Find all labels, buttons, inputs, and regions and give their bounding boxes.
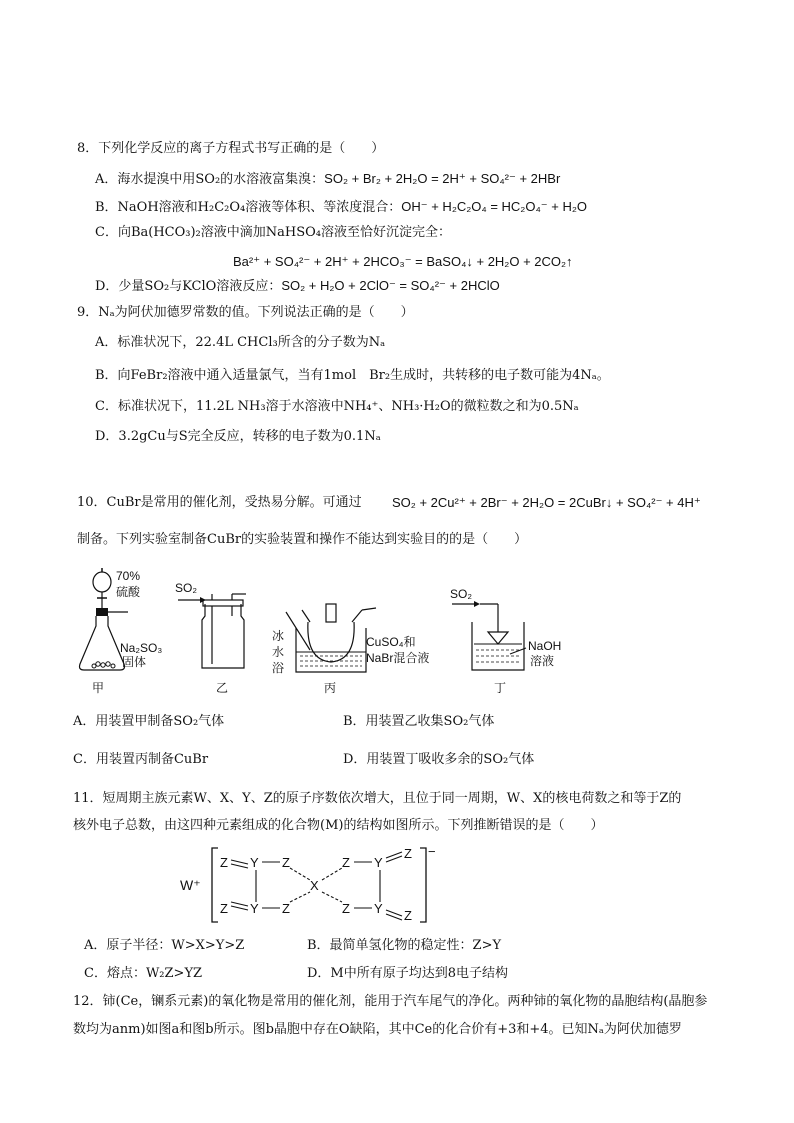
q10-apparatus-figure xyxy=(70,560,610,700)
q11-option-b: B．最简单氢化物的稳定性：Z>Y xyxy=(307,938,502,953)
q10-stem-line2: 制备。下列实验室制备CuBr的实验装置和操作不能达到实验目的的是（ ） xyxy=(77,532,528,547)
gas-bottle xyxy=(202,604,244,668)
bing-name: 丙 xyxy=(324,681,337,695)
q8-option-d-text: D．少量SO₂与KClO溶液反应： xyxy=(95,279,282,294)
yi-name: 乙 xyxy=(216,681,229,695)
separatory-funnel xyxy=(93,572,111,592)
q12-stem-line1: 12．铈(Ce，镧系元素)的氧化物是常用的催化剂，能用于汽车尾气的净化。两种铈的氧化物的晶胞结构(晶胞参 xyxy=(73,994,708,1009)
ice-bath xyxy=(296,628,366,672)
inverted-funnel xyxy=(488,632,508,644)
jia-label-solid2: 固体 xyxy=(122,655,147,669)
jia-name: 甲 xyxy=(92,681,105,695)
q8-option-d xyxy=(95,277,500,296)
atom-z-2: Z xyxy=(282,855,290,870)
q9-option-b: B．向FeBr₂溶液中通入适量氯气，当有1mol Br₂生成时，共转移的电子数可能为4Nₐ。 xyxy=(95,368,610,383)
yi-gas-label: SO₂ xyxy=(175,581,197,595)
apparatus-bing xyxy=(272,604,429,695)
q11-option-a: A．原子半径：W>X>Y>Z xyxy=(84,938,245,953)
q10-stem-line1: 10．CuBr是常用的催化剂，受热易分解。可通过 xyxy=(77,495,362,510)
q8-stem: 8．下列化学反应的离子方程式书写正确的是（ ） xyxy=(77,141,385,156)
conical-flask xyxy=(80,616,125,670)
bing-solution-label1: CuSO₄和 xyxy=(366,635,416,649)
q8-option-b-eq: OH⁻ + H₂C₂O₄ = HC₂O₄⁻ + H₂O xyxy=(401,199,587,214)
q8-option-d-eq: SO₂ + H₂O + 2ClO⁻ = SO₄²⁻ + 2HClO xyxy=(281,278,500,293)
q9-option-c: C．标准状况下，11.2L NH₃溶于水溶液中NH₄⁺、NH₃·H₂O的微粒数之和为0.5Nₐ xyxy=(95,399,579,414)
atom-z-5: Z xyxy=(342,855,350,870)
atom-z-6: Z xyxy=(404,846,412,861)
q11-stem-line2: 核外电子总数，由这四种元素组成的化合物(M)的结构如图所示。下列推断错误的是（ ） xyxy=(73,818,604,833)
q8-option-b xyxy=(95,198,587,217)
bing-bath-char1: 冰 xyxy=(272,629,285,643)
q8-option-a xyxy=(95,170,560,189)
left-bracket xyxy=(212,848,218,922)
bing-bath-char3: 浴 xyxy=(272,661,285,675)
atom-y-4: Y xyxy=(374,901,383,916)
q8-option-a-eq: SO₂ + Br₂ + 2H₂O = 2H⁺ + SO₄²⁻ + 2HBr xyxy=(324,171,561,186)
ding-name: 丁 xyxy=(494,681,507,695)
q10-option-b: B．用装置乙收集SO₂气体 xyxy=(343,714,495,729)
q9-option-a: A．标准状况下，22.4L CHCl₃所含的分子数为Nₐ xyxy=(95,335,386,350)
structure-charge: − xyxy=(428,844,436,859)
apparatus-jia xyxy=(80,568,163,695)
apparatus-ding xyxy=(450,587,561,695)
q10-option-d: D．用装置丁吸收多余的SO₂气体 xyxy=(343,752,535,767)
q10-option-c: C．用装置丙制备CuBr xyxy=(73,752,209,767)
jia-label-acid2: 硫酸 xyxy=(116,585,141,599)
jia-label-solid: Na₂SO₃ xyxy=(120,641,163,655)
q8-option-b-text: B．NaOH溶液和H₂C₂O₄溶液等体积、等浓度混合： xyxy=(95,200,402,215)
atom-y-3: Y xyxy=(374,855,383,870)
q10-option-a: A．用装置甲制备SO₂气体 xyxy=(73,714,225,729)
bing-solution-label2: NaBr混合液 xyxy=(366,651,430,665)
q11-structure xyxy=(170,840,450,930)
q11-option-c: C．熔点：W₂Z>YZ xyxy=(84,966,203,981)
q9-option-d: D．3.2gCu与S完全反应，转移的电子数为0.1Nₐ xyxy=(95,429,381,444)
atom-z-3: Z xyxy=(220,901,228,916)
atom-z-4: Z xyxy=(282,901,290,916)
atom-z-8: Z xyxy=(404,908,412,923)
atom-x: X xyxy=(310,878,319,893)
jia-label-acid: 70% xyxy=(116,569,141,583)
atom-y-1: Y xyxy=(250,855,259,870)
structure-cation: W⁺ xyxy=(180,877,201,893)
ding-solution-label2: 溶液 xyxy=(530,654,555,668)
ding-gas-label: SO₂ xyxy=(450,587,472,601)
ding-solution-label1: NaOH xyxy=(528,639,562,653)
q11-stem-line1: 11．短周期主族元素W、X、Y、Z的原子序数依次增大，且位于同一周期，W、X的核电荷数之和等于Z的 xyxy=(73,791,682,806)
q12-stem-line2: 数均为anm)如图a和图b所示。图b晶胞中存在O缺陷，其中Ce的化合价有+3和+4。已知Nₐ为阿伏加德罗 xyxy=(73,1022,682,1037)
q8-option-c-eq: Ba²⁺ + SO₄²⁻ + 2H⁺ + 2HCO₃⁻ = BaSO₄↓ + 2H₂O + 2CO₂↑ xyxy=(233,254,573,269)
atom-z-1: Z xyxy=(220,855,228,870)
atom-y-2: Y xyxy=(250,901,259,916)
q9-stem: 9．Nₐ为阿伏加德罗常数的值。下列说法正确的是（ ） xyxy=(77,305,414,320)
bing-bath-char2: 水 xyxy=(272,645,285,659)
q8-option-c: C．向Ba(HCO₃)₂溶液中滴加NaHSO₄溶液至恰好沉淀完全： xyxy=(95,225,451,240)
atom-z-7: Z xyxy=(342,901,350,916)
q11-option-d: D．M中所有原子均达到8电子结构 xyxy=(307,966,509,981)
q8-option-a-text: A．海水提溴中用SO₂的水溶液富集溴： xyxy=(95,172,325,187)
apparatus-yi xyxy=(175,581,246,695)
q10-equation: SO₂ + 2Cu²⁺ + 2Br⁻ + 2H₂O = 2CuBr↓ + SO₄²⁻ + 4H⁺ xyxy=(392,495,701,510)
right-bracket xyxy=(420,848,426,922)
